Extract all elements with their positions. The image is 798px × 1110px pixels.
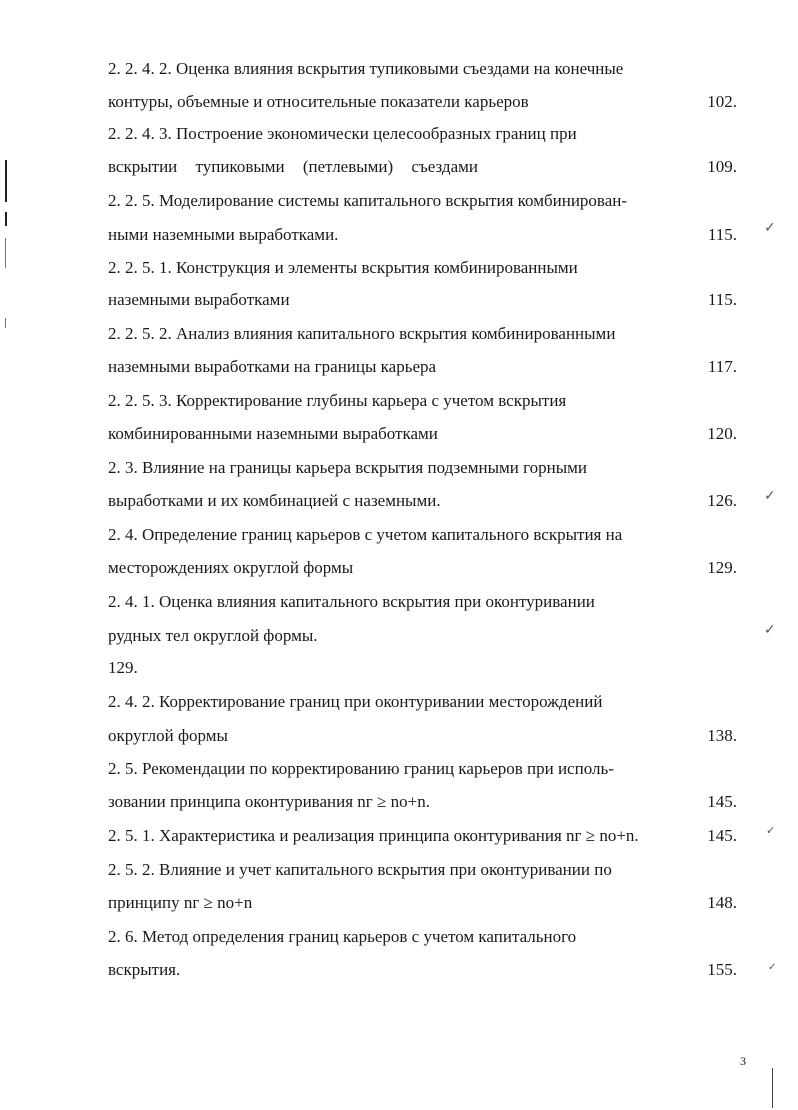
- toc-page-ref: 145.: [707, 826, 737, 845]
- toc-line: 2. 2. 5. 2. Анализ влияния капитального вскрытия комбинированными: [108, 324, 616, 343]
- toc-line: 2. 6. Метод определения границ карьеров с учетом капитального: [108, 927, 577, 946]
- toc-line: 2. 4. 1. Оценка влияния капитального вскрытия при оконтуривании: [108, 592, 595, 611]
- toc-page-ref: 138.: [707, 726, 737, 745]
- toc-line: месторождениях округлой формы: [108, 558, 354, 577]
- toc-line: округлой формы: [108, 726, 228, 745]
- toc-page-ref: 129.: [707, 558, 737, 577]
- toc-line: 2. 2. 4. 2. Оценка влияния вскрытия тупиковыми съездами на конечные: [108, 59, 624, 78]
- check-mark-icon: ✓: [768, 962, 777, 973]
- toc-line: рудных тел округлой формы.: [108, 626, 318, 645]
- toc-page-ref: 102.: [707, 92, 737, 111]
- toc-line: наземными выработками на границы карьера: [108, 357, 437, 376]
- toc-line: 129.: [108, 658, 138, 677]
- toc-line: 2. 5. Рекомендации по корректированию границ карьеров при исполь-: [108, 759, 614, 778]
- toc-line: 2. 4. 2. Корректирование границ при оконтуривании месторождений: [108, 692, 603, 711]
- toc-line: вскрытия.: [108, 960, 181, 979]
- binding-mark: [5, 212, 7, 226]
- toc-line: выработками и их комбинацией с наземными.: [108, 491, 441, 510]
- toc-line: ными наземными выработками.: [108, 225, 339, 244]
- toc-page-ref: 109.: [707, 157, 737, 176]
- toc-line: 2. 2. 5. 3. Корректирование глубины карьера с учетом вскрытия: [108, 391, 567, 410]
- toc-line: принципу nг ≥ nо+n: [108, 893, 253, 912]
- toc-line: наземными выработками: [108, 290, 290, 309]
- toc-page-ref: 115.: [707, 225, 737, 244]
- toc-page-ref: 117.: [707, 357, 737, 376]
- binding-mark: [5, 160, 7, 202]
- toc-line: 2. 2. 5. 1. Конструкция и элементы вскрытия комбинированными: [108, 258, 578, 277]
- binding-mark: [5, 238, 6, 268]
- toc-line: контуры, объемные и относительные показатели карьеров: [108, 92, 529, 111]
- check-mark-icon: ✓: [764, 488, 776, 504]
- toc-line: 2. 5. 2. Влияние и учет капитального вскрытия при оконтуривании по: [108, 860, 612, 879]
- binding-mark: [5, 318, 6, 328]
- binding-mark: [772, 1068, 773, 1108]
- toc-page-ref: 126.: [707, 491, 737, 510]
- toc-line: зовании принципа оконтуривания nг ≥ nо+n.: [108, 792, 430, 811]
- toc-page-ref: 145.: [707, 792, 737, 811]
- toc-line: 2. 2. 5. Моделирование системы капитального вскрытия комбинирован-: [108, 191, 628, 210]
- page-number: 3: [740, 1054, 746, 1068]
- toc-line: вскрытии тупиковыми (петлевыми) съездами: [108, 157, 478, 176]
- toc-page-ref: 120.: [707, 424, 737, 443]
- toc-line: 2. 2. 4. 3. Построение экономически целесообразных границ при: [108, 124, 577, 143]
- toc-line: 2. 4. Определение границ карьеров с учетом капитального вскрытия на: [108, 525, 623, 544]
- toc-line: 2. 3. Влияние на границы карьера вскрытия подземными горными: [108, 458, 588, 477]
- toc-line: комбинированными наземными выработками: [108, 424, 438, 443]
- check-mark-icon: ✓: [764, 220, 776, 236]
- toc-page-ref: 115.: [707, 290, 737, 309]
- check-mark-icon: ✓: [764, 622, 776, 638]
- toc-page-ref: 148.: [707, 893, 737, 912]
- toc-line: 2. 5. 1. Характеристика и реализация принципа оконтуривания nг ≥ nо+n.: [108, 826, 639, 845]
- toc-page-ref: 155.: [707, 960, 737, 979]
- check-mark-icon: ✓: [766, 824, 776, 837]
